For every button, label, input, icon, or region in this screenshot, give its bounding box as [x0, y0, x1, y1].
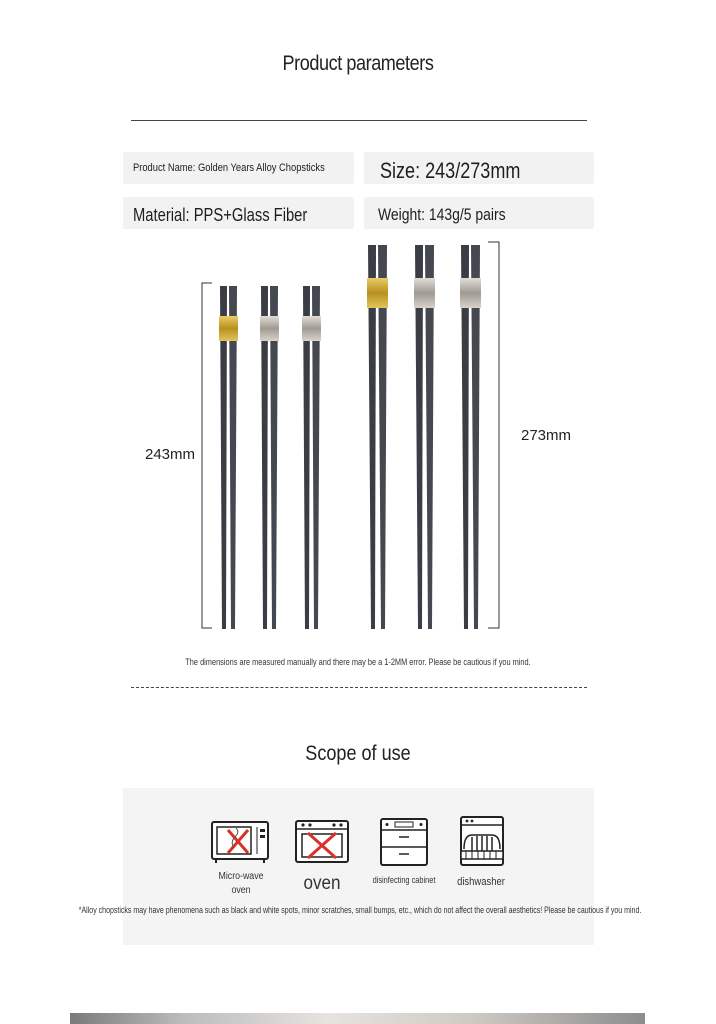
oven-label: oven	[303, 873, 341, 894]
chopstick-pair-gold-short	[219, 286, 238, 629]
chopstick-pair-silver-long-2	[460, 245, 481, 629]
microwave-label-line2: oven	[231, 885, 251, 896]
material-text: Material: PPS+Glass Fiber	[133, 205, 308, 225]
next-section-photo	[70, 1013, 645, 1024]
dimension-label-short: 243mm	[145, 446, 196, 463]
chopstick-pair-gold-long	[367, 245, 388, 629]
oven-icon	[294, 818, 350, 864]
page-title: Product parameters	[282, 52, 434, 75]
dimension-bracket-long	[488, 242, 499, 628]
disclaimer-note: *Alloy chopsticks may have phenomena such as black and white spots, minor scratches, small bumps, etc., which do not affect the overall aesthetics! Please be cautious if you mind.	[78, 905, 642, 915]
disinfecting-cabinet-label: disinfecting cabinet	[372, 875, 436, 885]
scope-panel	[123, 788, 594, 945]
microwave-label	[209, 870, 272, 898]
microwave-label-line1: Micro-wave	[218, 871, 264, 882]
disinfecting-cabinet-icon	[379, 817, 429, 867]
dimension-label-long: 273mm	[521, 427, 572, 444]
dimension-bracket-short	[202, 283, 212, 628]
weight-text: Weight: 143g/5 pairs	[378, 205, 506, 224]
chopstick-pair-silver-short-2	[302, 286, 321, 629]
dishwasher-icon	[458, 815, 506, 867]
product-name-text: Product Name: Golden Years Alloy Chopsticks	[133, 162, 325, 174]
chopstick-pair-silver-long-1	[414, 245, 435, 629]
size-text: Size: 243/273mm	[380, 158, 521, 183]
microwave-icon	[210, 818, 270, 864]
chopstick-pair-silver-short-1	[260, 286, 279, 629]
dashed-divider	[131, 687, 587, 688]
measurement-note: The dimensions are measured manually and there may be a 1-2MM error. Please be cautious if you mind.	[185, 657, 531, 667]
scope-title: Scope of use	[305, 742, 411, 765]
dishwasher-label: dishwasher	[457, 876, 505, 888]
